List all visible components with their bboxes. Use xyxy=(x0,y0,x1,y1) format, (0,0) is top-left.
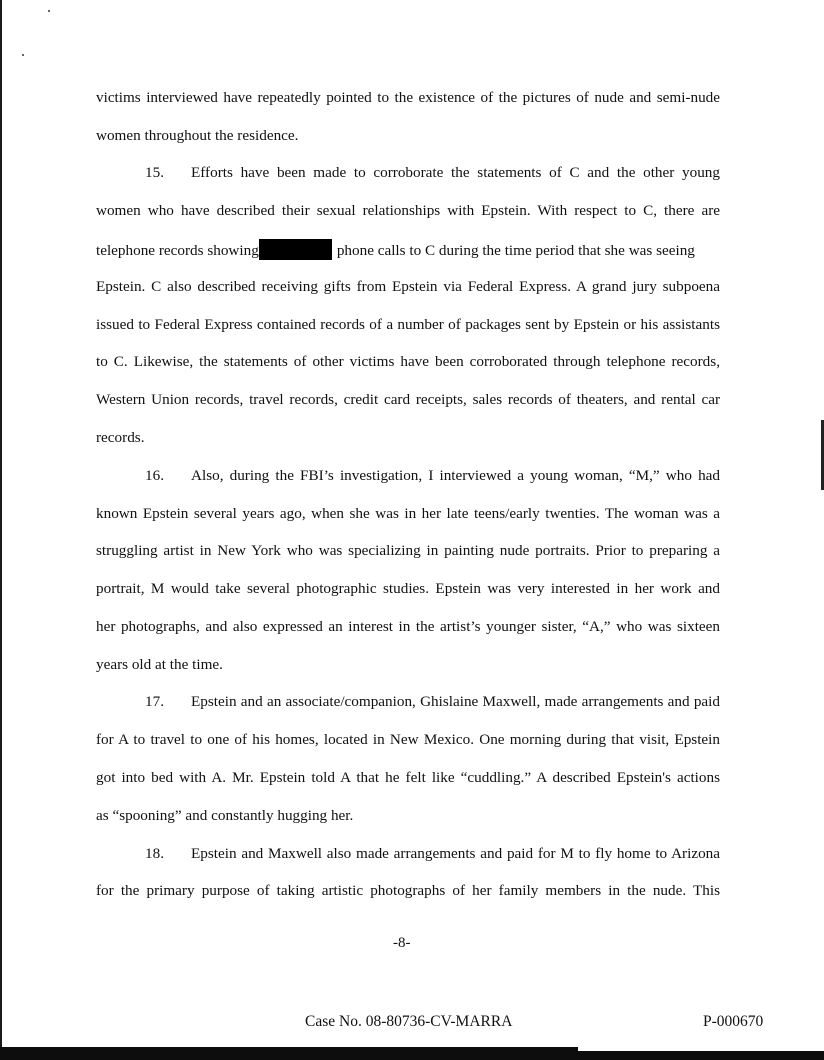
text-span: Epstein and an associate/companion, Ghislaine Maxwell, made arrangements and paid xyxy=(191,693,720,710)
text-line: for the primary purpose of taking artistic photographs of her family members in the nude. This xyxy=(96,882,720,899)
text-line: women who have described their sexual relationships with Epstein. With respect to C, there are xyxy=(96,202,720,219)
text-span: telephone records showing xyxy=(96,242,259,259)
text-line: records. xyxy=(96,429,145,446)
text-line: to C. Likewise, the statements of other victims have been corroborated through telephone records, xyxy=(96,353,720,370)
paragraph-17-first-line xyxy=(145,692,720,712)
paragraph-number: 18. xyxy=(145,845,164,862)
scan-edge-notch xyxy=(578,1047,824,1051)
text-line: her photographs, and also expressed an interest in the artist’s younger sister, “A,” who was sixteen xyxy=(96,618,720,635)
paragraph-number: 15. xyxy=(145,164,164,181)
footer-bates-number: P-000670 xyxy=(703,1013,764,1030)
text-line: years old at the time. xyxy=(96,656,223,673)
text-line: got into bed with A. Mr. Epstein told A that he felt like “cuddling.” A described Epstein's actions xyxy=(96,769,720,786)
text-line: struggling artist in New York who was specializing in painting nude portraits. Prior to preparing a xyxy=(96,542,720,559)
redaction-box xyxy=(259,239,332,260)
text-line: Epstein. C also described receiving gifts from Epstein via Federal Express. A grand jury subpoena xyxy=(96,278,720,295)
text-line: known Epstein several years ago, when she was in her late teens/early twenties. The woman was a xyxy=(96,505,720,522)
text-line: issued to Federal Express contained records of a number of packages sent by Epstein or his assistants xyxy=(96,316,720,333)
paragraph-number: 17. xyxy=(145,693,164,710)
text-line: Western Union records, travel records, credit card receipts, sales records of theaters, and rental car xyxy=(96,391,720,408)
text-line: for A to travel to one of his homes, located in New Mexico. One morning during that visit, Epstein xyxy=(96,731,720,748)
paragraph-18-first-line xyxy=(145,844,720,864)
paragraph-number: 16. xyxy=(145,467,164,484)
text-span: phone calls to C during the time period that she was seeing xyxy=(336,242,695,259)
text-line-with-redaction xyxy=(96,239,720,261)
paragraph-16-first-line xyxy=(145,466,720,486)
text-span: Also, during the FBI’s investigation, I interviewed a young woman, “M,” who had xyxy=(191,467,720,484)
scan-speck xyxy=(22,54,24,56)
text-line: women throughout the residence. xyxy=(96,127,299,144)
text-line: as “spooning” and constantly hugging her. xyxy=(96,807,354,824)
scan-speck xyxy=(48,10,50,12)
text-line: victims interviewed have repeatedly pointed to the existence of the pictures of nude and semi-nude xyxy=(96,89,720,106)
text-span: Efforts have been made to corroborate the statements of C and the other young xyxy=(191,164,720,181)
paragraph-15-first-line xyxy=(145,163,720,183)
page-number: -8- xyxy=(393,935,411,951)
text-span: Epstein and Maxwell also made arrangements and paid for M to fly home to Arizona xyxy=(191,845,720,862)
text-line: portrait, M would take several photographic studies. Epstein was very interested in her work and xyxy=(96,580,720,597)
scan-edge-left xyxy=(0,0,2,1060)
footer-case-number: Case No. 08-80736-CV-MARRA xyxy=(305,1013,513,1030)
